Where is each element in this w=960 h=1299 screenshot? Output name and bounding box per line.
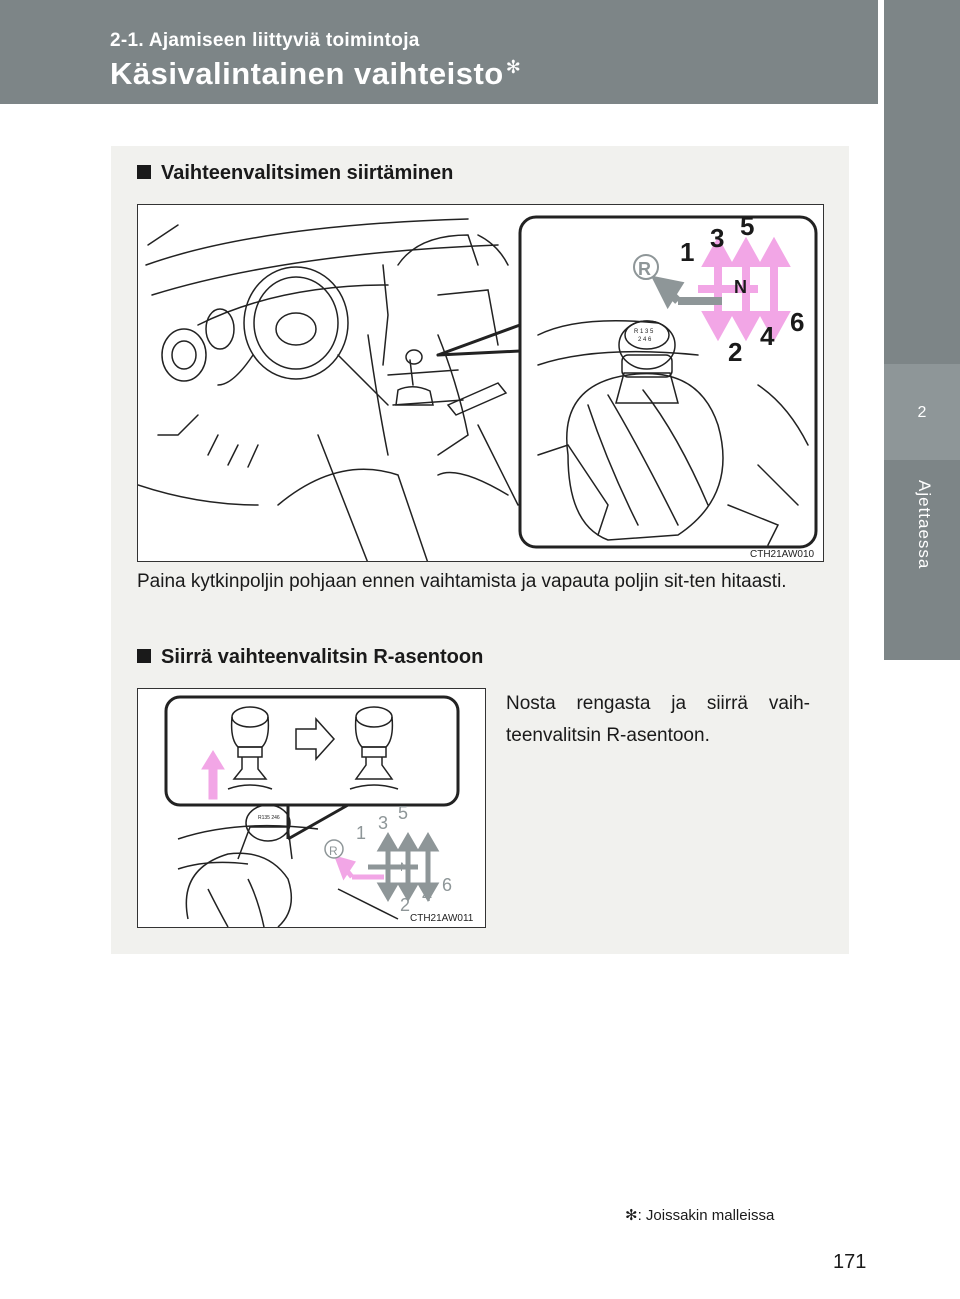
svg-text:2 4 6: 2 4 6 xyxy=(638,337,652,343)
page-title xyxy=(110,56,521,92)
figure2-code: CTH21AW011 xyxy=(410,913,474,924)
gear-label-6: 6 xyxy=(442,875,453,895)
chapter-label: Ajettaessa xyxy=(915,480,934,570)
page-title-text: Käsivalintainen vaihteisto xyxy=(110,56,504,91)
section2-paragraph: Nosta rengasta ja siirrä vaih-teenvalitsin R-asentoon. xyxy=(506,693,810,746)
gear-label-3: 3 xyxy=(378,813,389,833)
gear-label-5: 5 xyxy=(398,803,409,823)
square-bullet-icon xyxy=(137,165,151,179)
figure1-code: CTH21AW010 xyxy=(750,549,815,560)
section-title: 2-1. Ajamiseen liittyviä toimintoja xyxy=(110,30,420,51)
gear-label-4: 4 xyxy=(422,885,433,905)
gear-label-5: 5 xyxy=(740,211,755,241)
car-interior-drawing xyxy=(138,205,824,562)
section1-heading xyxy=(137,162,453,185)
gear-label-n: N xyxy=(734,277,747,297)
gear-label-2: 2 xyxy=(400,895,411,915)
section1-paragraph: Paina kytkinpoljin pohjaan ennen vaihtamista ja vapauta poljin sit-ten hitaasti. xyxy=(137,571,787,592)
page-header xyxy=(0,0,878,104)
gear-label-n: N xyxy=(400,860,409,874)
page-number: 171 xyxy=(833,1251,867,1273)
knob-pattern-small: R135 246 xyxy=(258,815,280,821)
side-tab-top xyxy=(884,0,960,364)
reverse-shift-illustration xyxy=(137,688,486,928)
gear-label-4: 4 xyxy=(760,321,775,351)
gear-label-1: 1 xyxy=(356,823,367,843)
chapter-number: 2 xyxy=(884,364,960,460)
square-bullet-icon xyxy=(137,649,151,663)
gear-label-1: 1 xyxy=(680,237,695,267)
svg-text:R 1 3 5: R 1 3 5 xyxy=(634,329,654,335)
reverse-shift-drawing xyxy=(138,689,486,928)
section1-heading-text: Vaihteenvalitsimen siirtäminen xyxy=(161,162,454,184)
asterisk-mark: ✻ xyxy=(505,56,522,77)
footnote: ✻: Joissakin malleissa xyxy=(625,1207,775,1224)
gear-label-2: 2 xyxy=(728,337,743,367)
section2-heading-text: Siirrä vaihteenvalitsin R-asentoon xyxy=(161,646,484,668)
gear-label-r: R xyxy=(638,259,651,279)
gear-label-r: R xyxy=(329,844,338,858)
gear-label-6: 6 xyxy=(790,307,805,337)
gear-label-3: 3 xyxy=(710,223,725,253)
section2-heading xyxy=(137,646,483,669)
chapter-tab xyxy=(884,460,960,660)
gearshift-illustration xyxy=(137,204,824,562)
